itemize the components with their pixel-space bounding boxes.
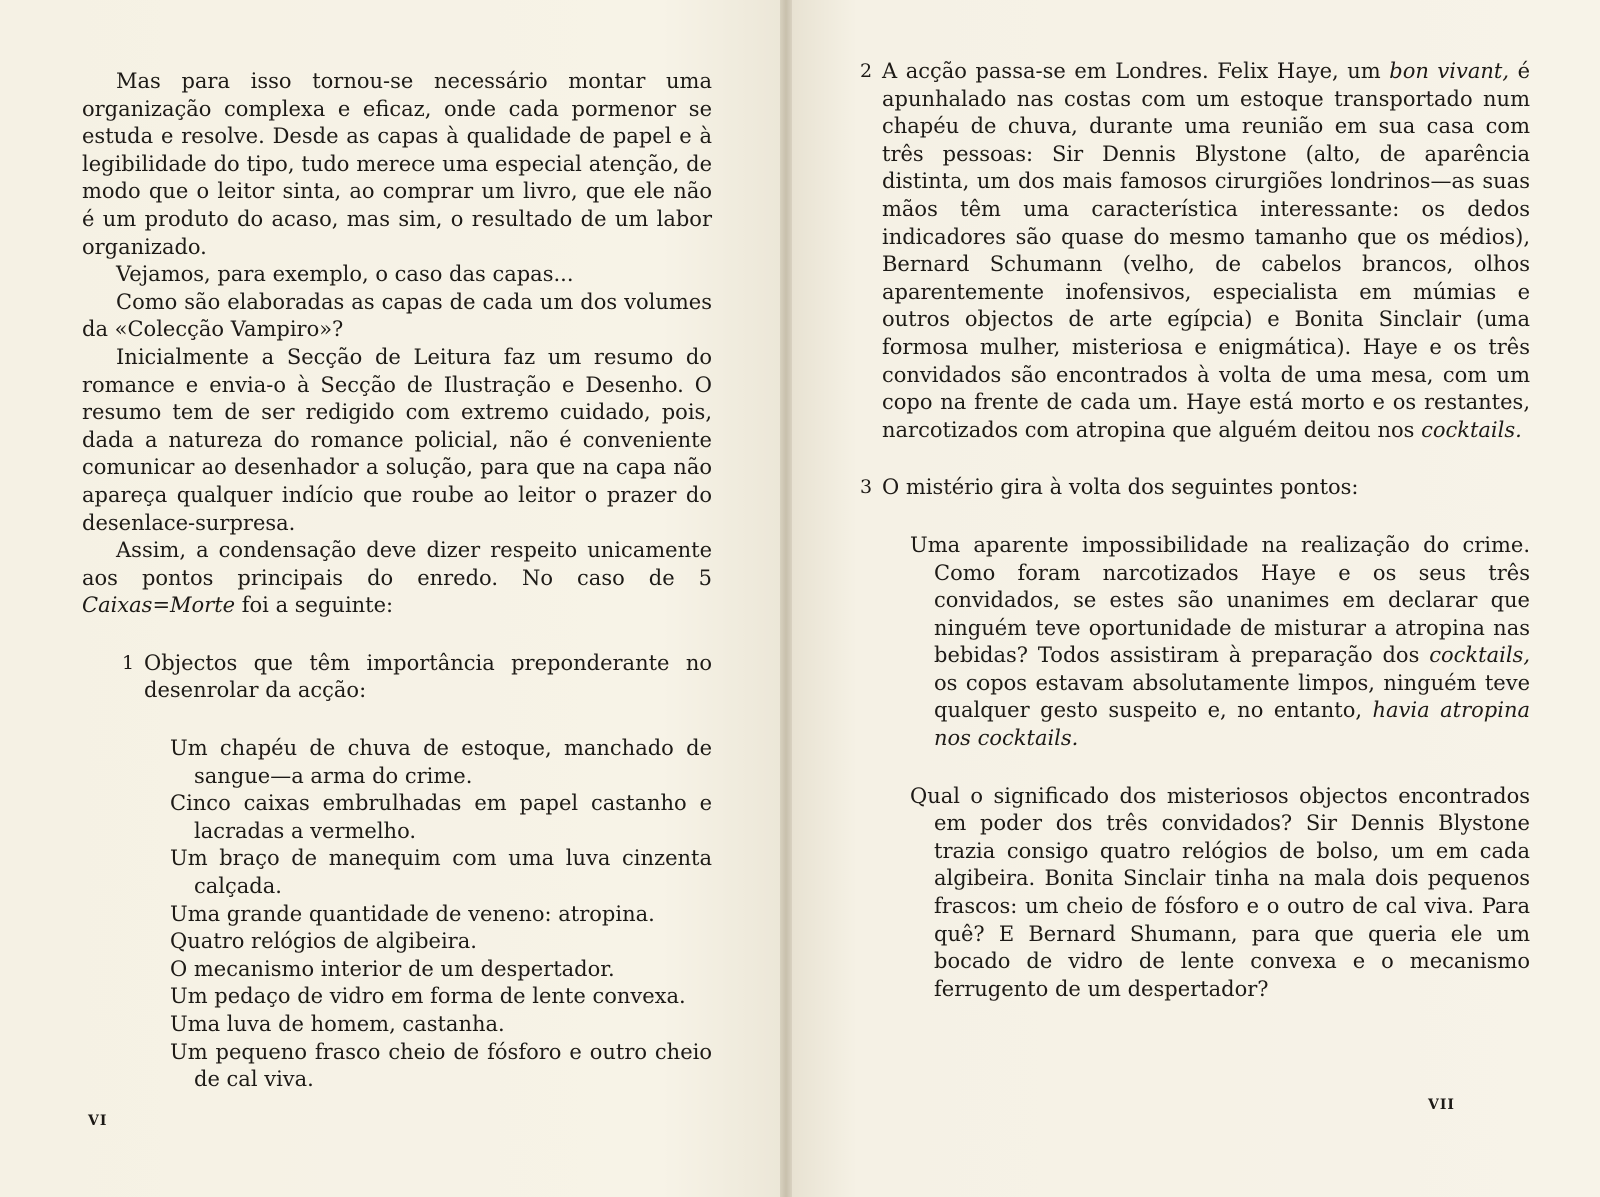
left-page <box>0 0 780 1197</box>
numbered-point-3 <box>860 474 1530 502</box>
book-title: Caixas=Morte <box>82 593 236 618</box>
list-item: Um pedaço de vidro em forma de lente convexa. <box>170 984 686 1009</box>
list-item: Um pequeno frasco cheio de fósforo e outro cheio de cal viva. <box>170 1039 712 1092</box>
list-item: Um chapéu de chuva de estoque, manchado de sangue—a arma do crime. <box>170 736 712 788</box>
paragraph: Como são elaboradas as capas de cada um dos volumes da «Colecção Vampiro»? <box>82 289 712 342</box>
mystery-point: Uma aparente impossibilidade na realização do crime. Como foram narcotizados Haye e os seus três convidados, se estes são unanimes em declarar que ninguém teve oportunidade de misturar a atropina nas bebidas? Todos assistiram à preparação dos cocktails, os copos estavam absolutamente limpos, ninguém teve qualquer gesto suspeito e, no entanto, havia atropina nos cocktails. <box>910 532 1530 751</box>
list-item: O mecanismo interior de um despertador. <box>170 956 615 981</box>
numbered-point-1 <box>82 650 712 705</box>
objects-list <box>170 735 712 1094</box>
list-item: Uma grande quantidade de veneno: atropina. <box>170 901 655 926</box>
page-number: VII <box>1428 1097 1455 1113</box>
paragraph: Mas para isso tornou-se necessário montar uma organização complexa e eficaz, onde cada pormenor se estuda e resolve. Desde as capas à qualidade de papel e à legibilidade do tipo, tudo merece uma especial atenção, de modo que o leitor sinta, ao comprar um livro, que ele não é um produto do acaso, mas sim, o resultado de um labor organizado. <box>82 69 712 259</box>
point-text: O mistério gira à volta dos seguintes pontos: <box>882 475 1359 500</box>
point-text: Objectos que têm importância preponderante no desenrolar da acção: <box>144 650 712 703</box>
book-gutter <box>780 0 792 1197</box>
point-number: 2 <box>860 60 873 82</box>
right-page <box>792 0 1600 1197</box>
paragraph: Inicialmente a Secção de Leitura faz um resumo do romance e envia-o à Secção de Ilustração e Desenho. O resumo tem de ser redigido com extremo cuidado, pois, dada a natureza do romance policial, não é conveniente comunicar ao desenhador a solução, para que na capa não apareça qualquer indício que roube ao leitor o prazer do desenlace-surpresa. <box>82 344 712 535</box>
left-page-text <box>82 68 712 1094</box>
list-item: Uma luva de homem, castanha. <box>170 1012 505 1036</box>
mystery-point: Qual o significado dos misteriosos objectos encontrados em poder dos três convidados? Sir Dennis Blystone trazia consigo quatro relógios de bolso, um em cada algibeira. Bonita Sinclair tinha na mala dois pequenos frascos: um cheio de fósforo e o outro de cal viva. Para quê? E Bernard Shumann, para que queria ele um bocado de vidro de lente convexa e o mecanismo ferrugento de um despertador? <box>910 783 1530 1001</box>
point-number: 1 <box>122 651 135 674</box>
paragraph: Vejamos, para exemplo, o caso das capas... <box>116 262 574 287</box>
list-item: Um braço de manequim com uma luva cinzenta calçada. <box>170 846 712 899</box>
list-item: Quatro relógios de algibeira. <box>170 929 477 954</box>
mystery-points <box>910 532 1530 1004</box>
numbered-point-2 <box>860 58 1530 444</box>
page-number: VI <box>88 1113 108 1129</box>
list-item: Cinco caixas embrulhadas em papel castanho e lacradas a vermelho. <box>170 791 712 843</box>
point-text: A acção passa-se em Londres. Felix Haye, um bon vivant, é apunhalado nas costas com um estoque transportado num chapéu de chuva, durante uma reunião em sua casa com três pessoas: Sir Dennis Blystone (alto, de aparência distinta, um dos mais famosos cirurgiões londrinos—as suas mãos têm uma característica interessante: os dedos indicadores são quase do mesmo tamanho que os médios), Bernard Schumann (velho, de cabelos brancos, olhos aparentemente inofensivos, especialista em múmias e outros objectos de arte egípcia) e Bonita Sinclair (uma formosa mulher, misteriosa e enigmática). Haye e os três convidados são encontrados à volta de uma mesa, com um copo na frente de cada um. Haye está morto e os restantes, narcotizados com atropina que alguém deitou nos cocktails. <box>882 59 1531 442</box>
point-number: 3 <box>860 476 873 499</box>
paragraph-assim: Assim, a condensação deve dizer respeito unicamente aos pontos principais do enredo. No caso de 5 Caixas=Morte foi a seguinte: <box>82 538 712 618</box>
right-page-text <box>860 58 1530 1003</box>
